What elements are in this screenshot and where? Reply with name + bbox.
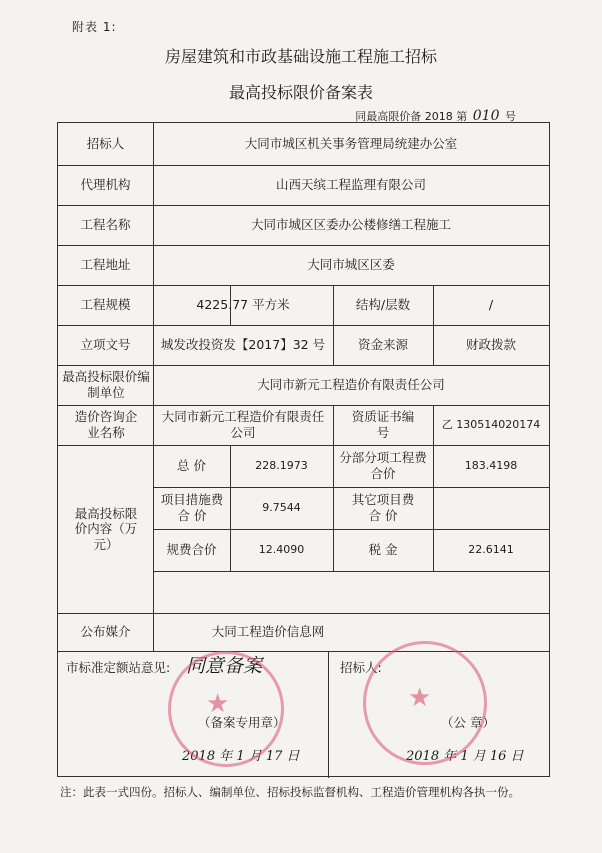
tenderer-sign-label: 招标人: — [340, 660, 382, 675]
fund-label: 资金来源 — [357, 337, 408, 353]
station-opinion-label: 市标准定额站意见: — [66, 660, 171, 675]
tax-label: 税 金 — [368, 542, 398, 558]
agency-value: 山西天缤工程监理有限公司 — [275, 177, 426, 193]
fee-value: 12.4090 — [258, 543, 305, 557]
total-label: 总 价 — [177, 458, 206, 474]
measure-label: 项目措施费合 价 — [160, 492, 224, 523]
consult-value: 大同市新元工程造价有限责任公司 — [161, 409, 325, 440]
tenderer-value: 大同市城区机关事务管理局统建办公室 — [244, 136, 458, 152]
tenderer-date: 2018 年 1 月 16 日 — [406, 749, 524, 764]
cert-value: 乙 130514020174 — [441, 418, 541, 432]
structure-value: / — [488, 297, 494, 313]
record-suffix: 号 — [505, 110, 516, 123]
tenderer-seal-label: （公 章） — [441, 715, 495, 730]
other-value — [433, 487, 549, 529]
compiler-label: 最高投标限价编制单位 — [62, 369, 150, 400]
scale-label: 工程规模 — [80, 297, 131, 313]
fund-value: 财政拨款 — [465, 337, 516, 353]
sub-label: 分部分项工程费合价 — [339, 450, 427, 481]
tax-value: 22.6141 — [468, 543, 514, 557]
page-subtitle: 最高投标限价备案表 — [228, 83, 373, 102]
station-seal-star-icon: ★ — [206, 689, 230, 719]
project-name-label: 工程名称 — [80, 217, 131, 233]
compiler-value: 大同市新元工程造价有限责任公司 — [257, 377, 445, 393]
structure-label: 结构/层数 — [355, 297, 411, 313]
approval-label: 立项文号 — [80, 337, 131, 353]
agency-label: 代理机构 — [80, 177, 131, 193]
other-label: 其它项目费合 价 — [351, 492, 415, 523]
sub-value: 183.4198 — [464, 459, 518, 473]
fee-label: 规费合价 — [166, 542, 217, 558]
station-opinion: 同意备案 — [186, 655, 263, 677]
station-date: 2018 年 1 月 17 日 — [182, 749, 300, 764]
record-number-value: 010 — [472, 108, 500, 124]
page-title: 房屋建筑和市政基础设施工程施工招标 — [164, 47, 437, 66]
record-prefix: 同最高限价备 2018 第 — [355, 110, 468, 123]
annex-label: 附表 1: — [72, 20, 117, 34]
project-address-label: 工程地址 — [80, 257, 131, 273]
media-label: 公布媒介 — [80, 624, 131, 640]
measure-value: 9.7544 — [262, 501, 301, 515]
media-value: 大同工程造价信息网 — [211, 624, 325, 640]
footnote: 注：此表一式四份。招标人、编制单位、招标投标监督机构、工程造价管理机构各执一份。 — [60, 785, 520, 799]
project-name-value: 大同市城区区委办公楼修缮工程施工 — [250, 217, 451, 233]
station-seal-label: （备案专用章） — [198, 715, 286, 730]
scale-value: 4225.77 平方米 — [196, 297, 290, 313]
total-value: 228.1973 — [255, 459, 308, 473]
project-address-value: 大同市城区区委 — [307, 257, 395, 273]
cert-label: 资质证书编 号 — [351, 409, 415, 440]
approval-value: 城发改投资发【2017】32 号 — [160, 337, 326, 353]
tenderer-seal-star-icon: ★ — [408, 683, 432, 713]
record-table — [57, 122, 550, 777]
tenderer-label: 招标人 — [86, 136, 125, 152]
price-section-label: 最高投标限价内容（万元） — [74, 505, 138, 552]
consult-label: 造价咨询企业名称 — [74, 409, 138, 440]
